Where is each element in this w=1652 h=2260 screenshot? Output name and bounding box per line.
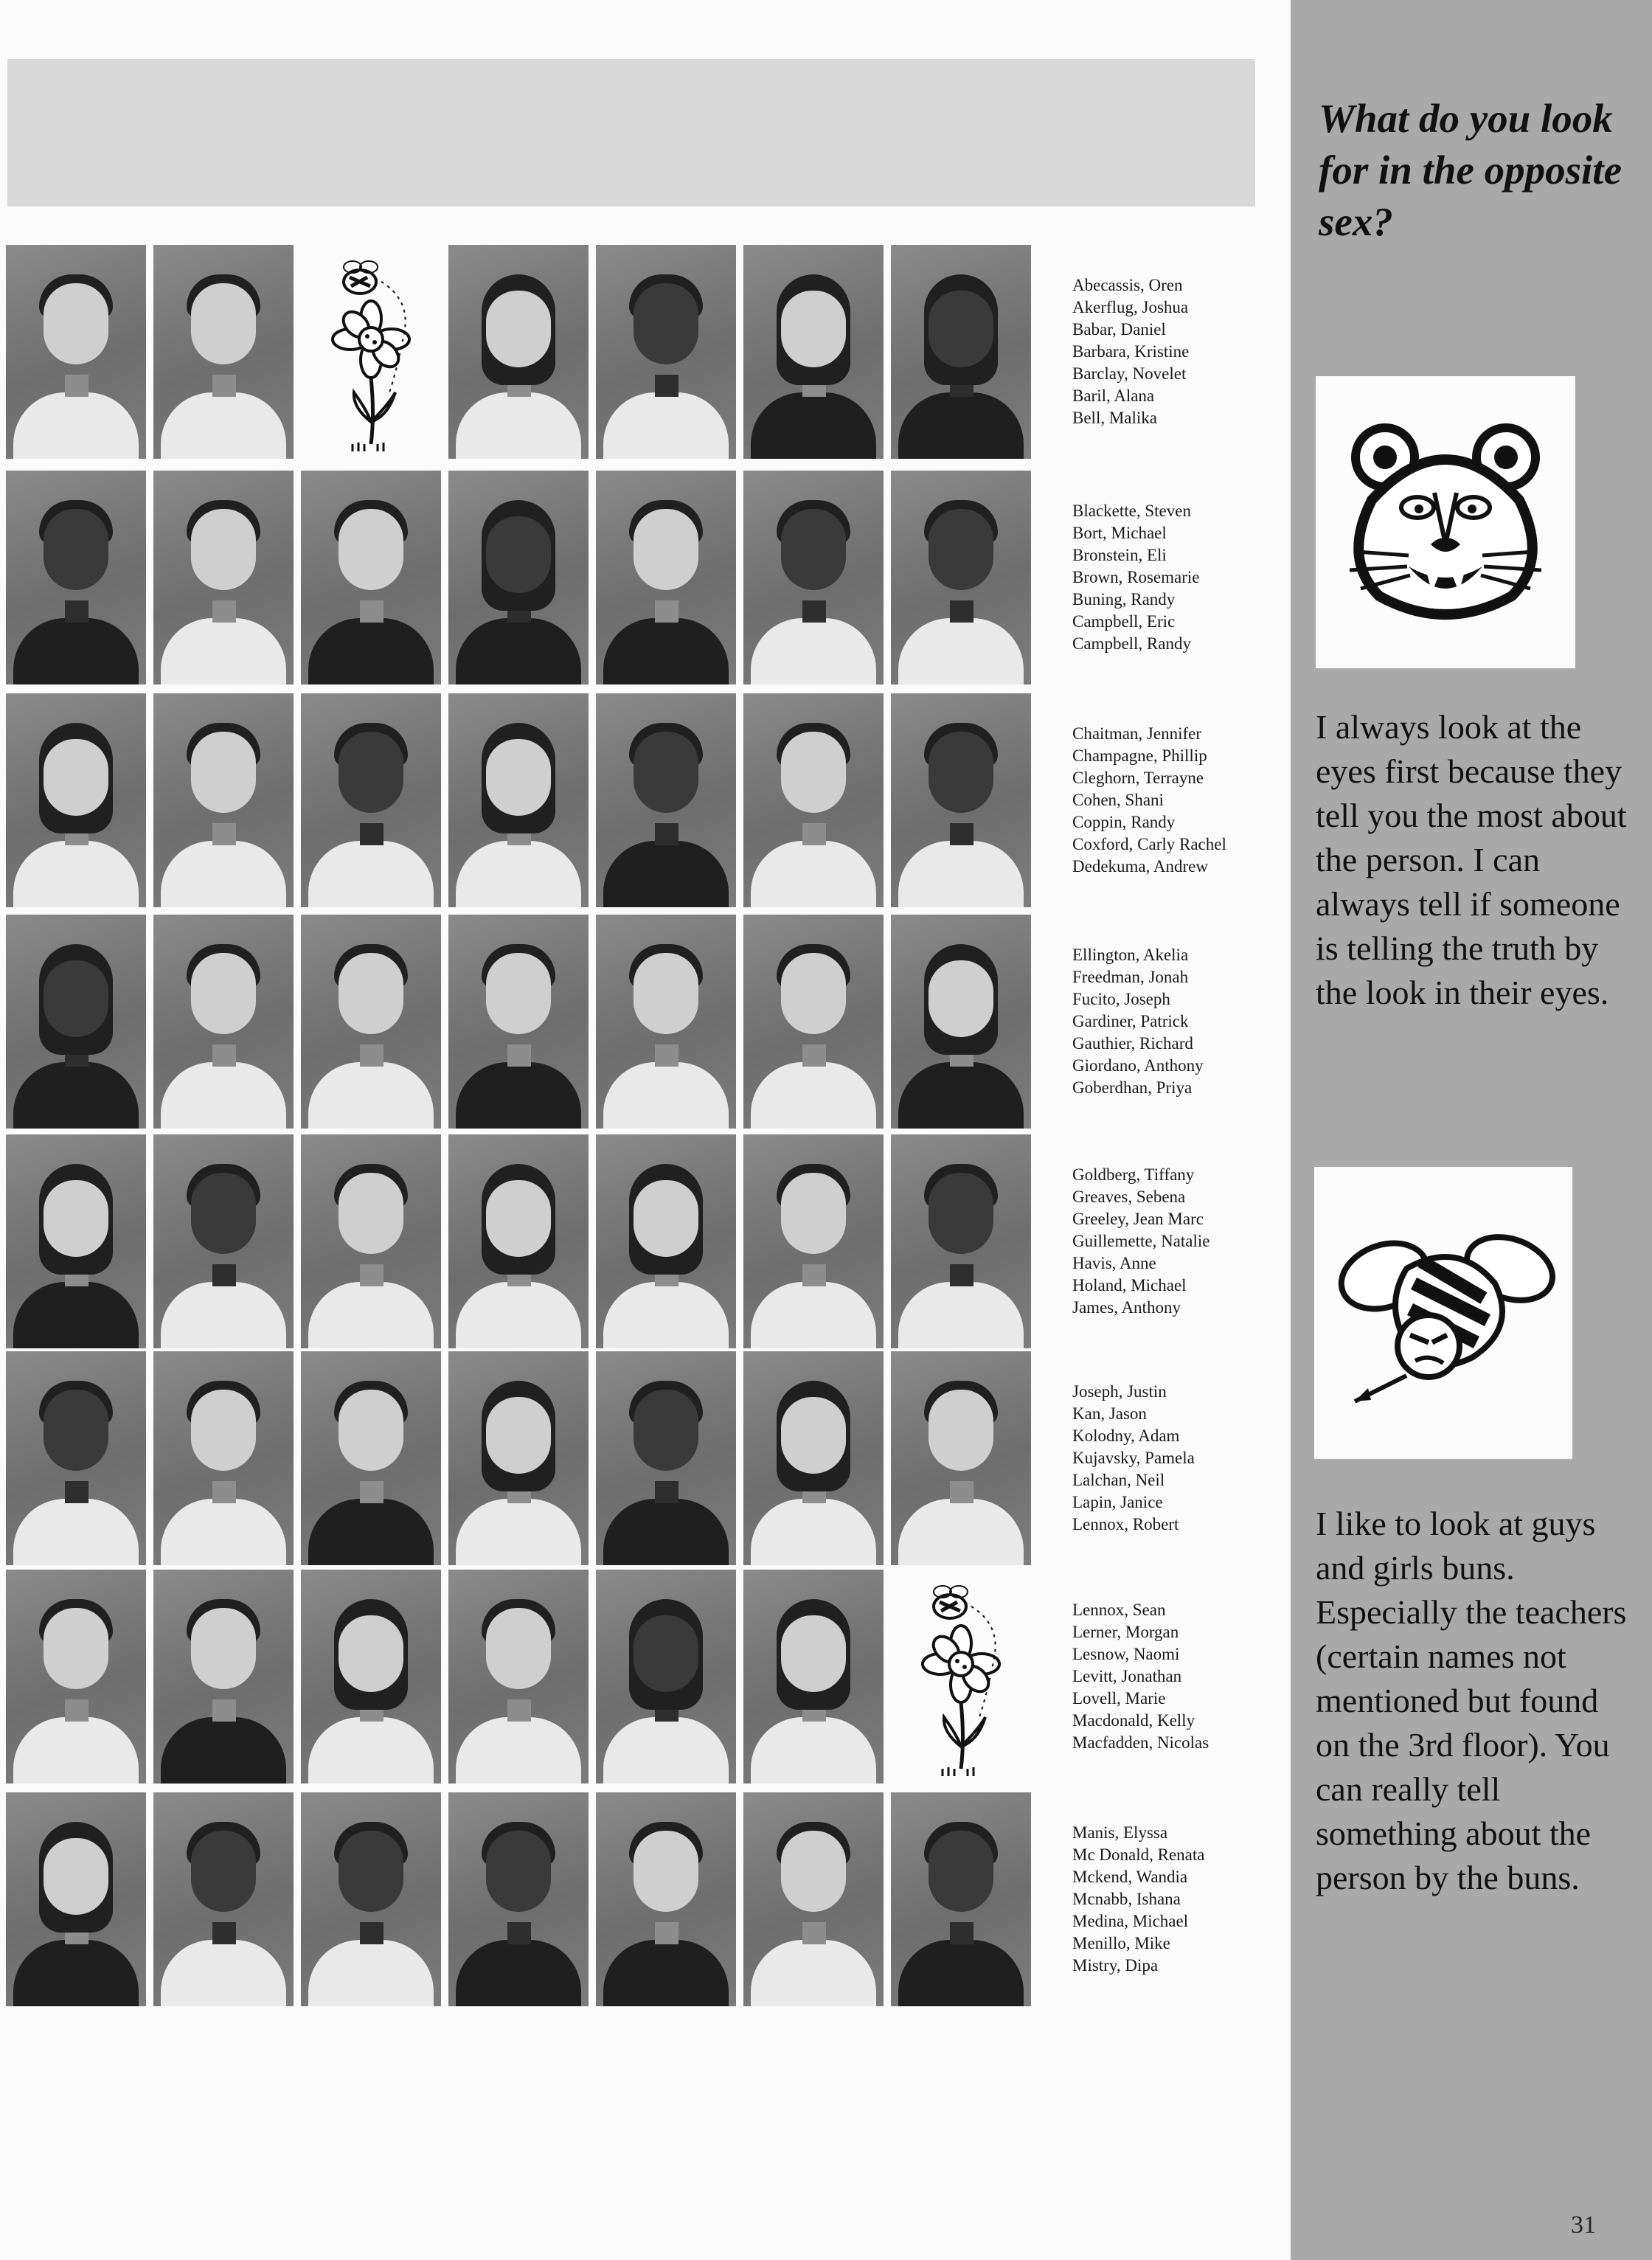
student-portrait <box>6 1134 146 1348</box>
student-name: Macdonald, Kelly <box>1072 1711 1195 1730</box>
student-portrait <box>6 1792 146 2006</box>
tiger-head-icon <box>1328 412 1564 633</box>
student-portrait <box>891 471 1031 684</box>
portrait-row <box>6 1351 1046 1565</box>
sidebar-answer-2: I like to look at guys and girls buns. Especially the teachers (certain names not mentioned but found on the 3rd floor). You can really tell something about the person by the buns. <box>1316 1505 1627 1896</box>
student-portrait <box>153 1351 294 1565</box>
student-portrait <box>596 915 736 1129</box>
student-portrait <box>891 1351 1031 1565</box>
student-name: Levitt, Jonathan <box>1072 1667 1182 1685</box>
student-portrait <box>301 915 441 1129</box>
page-number: 31 <box>1571 2211 1596 2239</box>
student-name-list <box>1072 1164 1264 1319</box>
student-portrait <box>596 693 736 907</box>
student-portrait <box>448 693 589 907</box>
student-portrait <box>596 1792 736 2006</box>
student-portrait <box>153 1570 294 1784</box>
student-portrait <box>596 1570 736 1784</box>
bee-clipart <box>1314 1167 1572 1459</box>
student-name: Lovell, Marie <box>1072 1689 1166 1708</box>
sidebar-question: What do you look for in the opposite sex? <box>1319 96 1622 244</box>
student-name: Ellington, Akelia <box>1072 946 1189 964</box>
student-name-list <box>1072 1822 1264 1977</box>
portrait-row <box>6 471 1046 684</box>
student-portrait <box>891 693 1031 907</box>
student-name: Cleghorn, Terrayne <box>1072 769 1204 787</box>
student-name: Holand, Michael <box>1072 1276 1187 1294</box>
student-portrait <box>6 915 146 1129</box>
student-name: Akerflug, Joshua <box>1072 298 1189 316</box>
student-name: Mistry, Dipa <box>1072 1956 1159 1975</box>
student-name-list <box>1072 1381 1264 1536</box>
student-name: Lennox, Sean <box>1072 1601 1166 1619</box>
student-name: Goldberg, Tiffany <box>1072 1165 1195 1184</box>
student-name: Campbell, Eric <box>1072 612 1176 631</box>
student-name: Baril, Alana <box>1072 387 1155 405</box>
student-portrait <box>6 1570 146 1784</box>
student-name: Mckend, Wandia <box>1072 1868 1188 1886</box>
student-name: Mcnabb, Ishana <box>1072 1890 1181 1908</box>
student-portrait <box>596 471 736 684</box>
student-name: Barclay, Novelet <box>1072 364 1187 383</box>
student-name: Dedekuma, Andrew <box>1072 857 1208 876</box>
student-name: Havis, Anne <box>1072 1254 1156 1272</box>
portrait-row <box>6 1134 1046 1348</box>
student-portrait <box>743 693 884 907</box>
portrait-row <box>6 1792 1046 2006</box>
student-name: Macfadden, Nicolas <box>1072 1733 1210 1752</box>
student-name-list <box>1072 944 1264 1099</box>
student-portrait <box>301 1134 441 1348</box>
student-name: Fucito, Joseph <box>1072 990 1170 1008</box>
student-name: Guillemette, Natalie <box>1072 1232 1210 1250</box>
student-name: Greaves, Sebena <box>1072 1188 1186 1206</box>
student-name: Brown, Rosemarie <box>1072 568 1200 586</box>
student-portrait <box>743 1134 884 1348</box>
student-name: Barbara, Kristine <box>1072 342 1190 361</box>
portrait-row <box>6 693 1046 907</box>
student-portrait <box>891 1792 1031 2006</box>
student-portrait <box>448 1792 589 2006</box>
student-portrait <box>153 693 294 907</box>
student-name: Lalchan, Neil <box>1072 1471 1165 1489</box>
student-portrait <box>301 1792 441 2006</box>
portrait-row <box>6 1570 1046 1784</box>
student-name: Lesnow, Naomi <box>1072 1645 1180 1663</box>
student-name-list <box>1072 1599 1264 1754</box>
student-name: Blackette, Steven <box>1072 502 1191 520</box>
student-name: Lerner, Morgan <box>1072 1623 1179 1641</box>
student-name: Bort, Michael <box>1072 524 1167 542</box>
student-portrait <box>153 915 294 1129</box>
student-portrait <box>743 245 884 459</box>
student-name: Coppin, Randy <box>1072 813 1176 831</box>
bee-flower-clipart <box>301 245 441 459</box>
student-portrait <box>153 471 294 684</box>
student-portrait <box>448 1134 589 1348</box>
student-portrait <box>448 471 589 684</box>
student-portrait <box>891 245 1031 459</box>
student-name: Greeley, Jean Marc <box>1072 1210 1204 1228</box>
student-name: Giordano, Anthony <box>1072 1056 1204 1075</box>
student-portrait <box>6 693 146 907</box>
student-portrait <box>153 245 294 459</box>
student-portrait <box>153 1792 294 2006</box>
student-name: Goberdhan, Priya <box>1072 1078 1193 1097</box>
student-portrait <box>596 1351 736 1565</box>
bee-flower-clipart <box>891 1570 1031 1784</box>
student-name-list <box>1072 723 1264 878</box>
student-portrait <box>891 1134 1031 1348</box>
student-portrait <box>301 1570 441 1784</box>
student-portrait <box>6 471 146 684</box>
student-name: Medina, Michael <box>1072 1912 1189 1930</box>
student-portrait <box>448 245 589 459</box>
student-portrait <box>448 1570 589 1784</box>
student-name: Kujavsky, Pamela <box>1072 1449 1195 1467</box>
student-portrait <box>153 1134 294 1348</box>
student-name: Abecassis, Oren <box>1072 276 1183 294</box>
student-name: Kolodny, Adam <box>1072 1427 1180 1445</box>
student-name: Coxford, Carly Rachel <box>1072 835 1226 853</box>
student-portrait <box>596 245 736 459</box>
student-portrait <box>743 915 884 1129</box>
student-name: Lennox, Robert <box>1072 1515 1179 1533</box>
student-name: Campbell, Randy <box>1072 634 1191 653</box>
student-name: Champagne, Phillip <box>1072 746 1207 765</box>
student-name: Bronstein, Eli <box>1072 546 1167 564</box>
tiger-clipart <box>1316 376 1575 668</box>
student-name: James, Anthony <box>1072 1298 1181 1317</box>
bee-and-flower-icon <box>891 1570 1031 1784</box>
student-name: Kan, Jason <box>1072 1404 1147 1423</box>
student-portrait <box>301 1351 441 1565</box>
student-name: Babar, Daniel <box>1072 320 1166 339</box>
sidebar-panel <box>1291 0 1652 2260</box>
student-name: Gauthier, Richard <box>1072 1034 1193 1053</box>
student-name: Gardiner, Patrick <box>1072 1012 1189 1030</box>
student-name: Cohen, Shani <box>1072 791 1164 809</box>
student-name: Joseph, Justin <box>1072 1382 1167 1401</box>
student-name: Bell, Malika <box>1072 409 1157 427</box>
student-name-list <box>1072 500 1264 655</box>
student-name: Manis, Elyssa <box>1072 1823 1168 1842</box>
sidebar-answer-1: I always look at the eyes first because they tell you the most about the person. I can always tell if someone is telling the truth by the look in their eyes. <box>1316 708 1627 1011</box>
student-portrait <box>301 693 441 907</box>
student-portrait <box>596 1134 736 1348</box>
header-banner <box>7 59 1255 207</box>
student-portrait <box>743 1570 884 1784</box>
student-name-list <box>1072 274 1264 429</box>
student-name: Chaitman, Jennifer <box>1072 724 1202 743</box>
student-portrait <box>448 1351 589 1565</box>
student-portrait <box>743 471 884 684</box>
student-portrait <box>743 1351 884 1565</box>
student-portrait <box>301 471 441 684</box>
student-portrait <box>448 915 589 1129</box>
student-portrait <box>743 1792 884 2006</box>
student-portrait <box>6 245 146 459</box>
student-name: Menillo, Mike <box>1072 1934 1170 1952</box>
bee-and-flower-icon <box>301 245 441 459</box>
student-name: Buning, Randy <box>1072 590 1176 609</box>
portrait-row <box>6 915 1046 1129</box>
angry-bee-icon <box>1325 1217 1561 1409</box>
student-portrait <box>6 1351 146 1565</box>
student-name: Lapin, Janice <box>1072 1493 1163 1511</box>
portrait-row <box>6 245 1046 459</box>
student-name: Freedman, Jonah <box>1072 968 1189 986</box>
student-portrait <box>891 915 1031 1129</box>
student-name: Mc Donald, Renata <box>1072 1845 1205 1864</box>
